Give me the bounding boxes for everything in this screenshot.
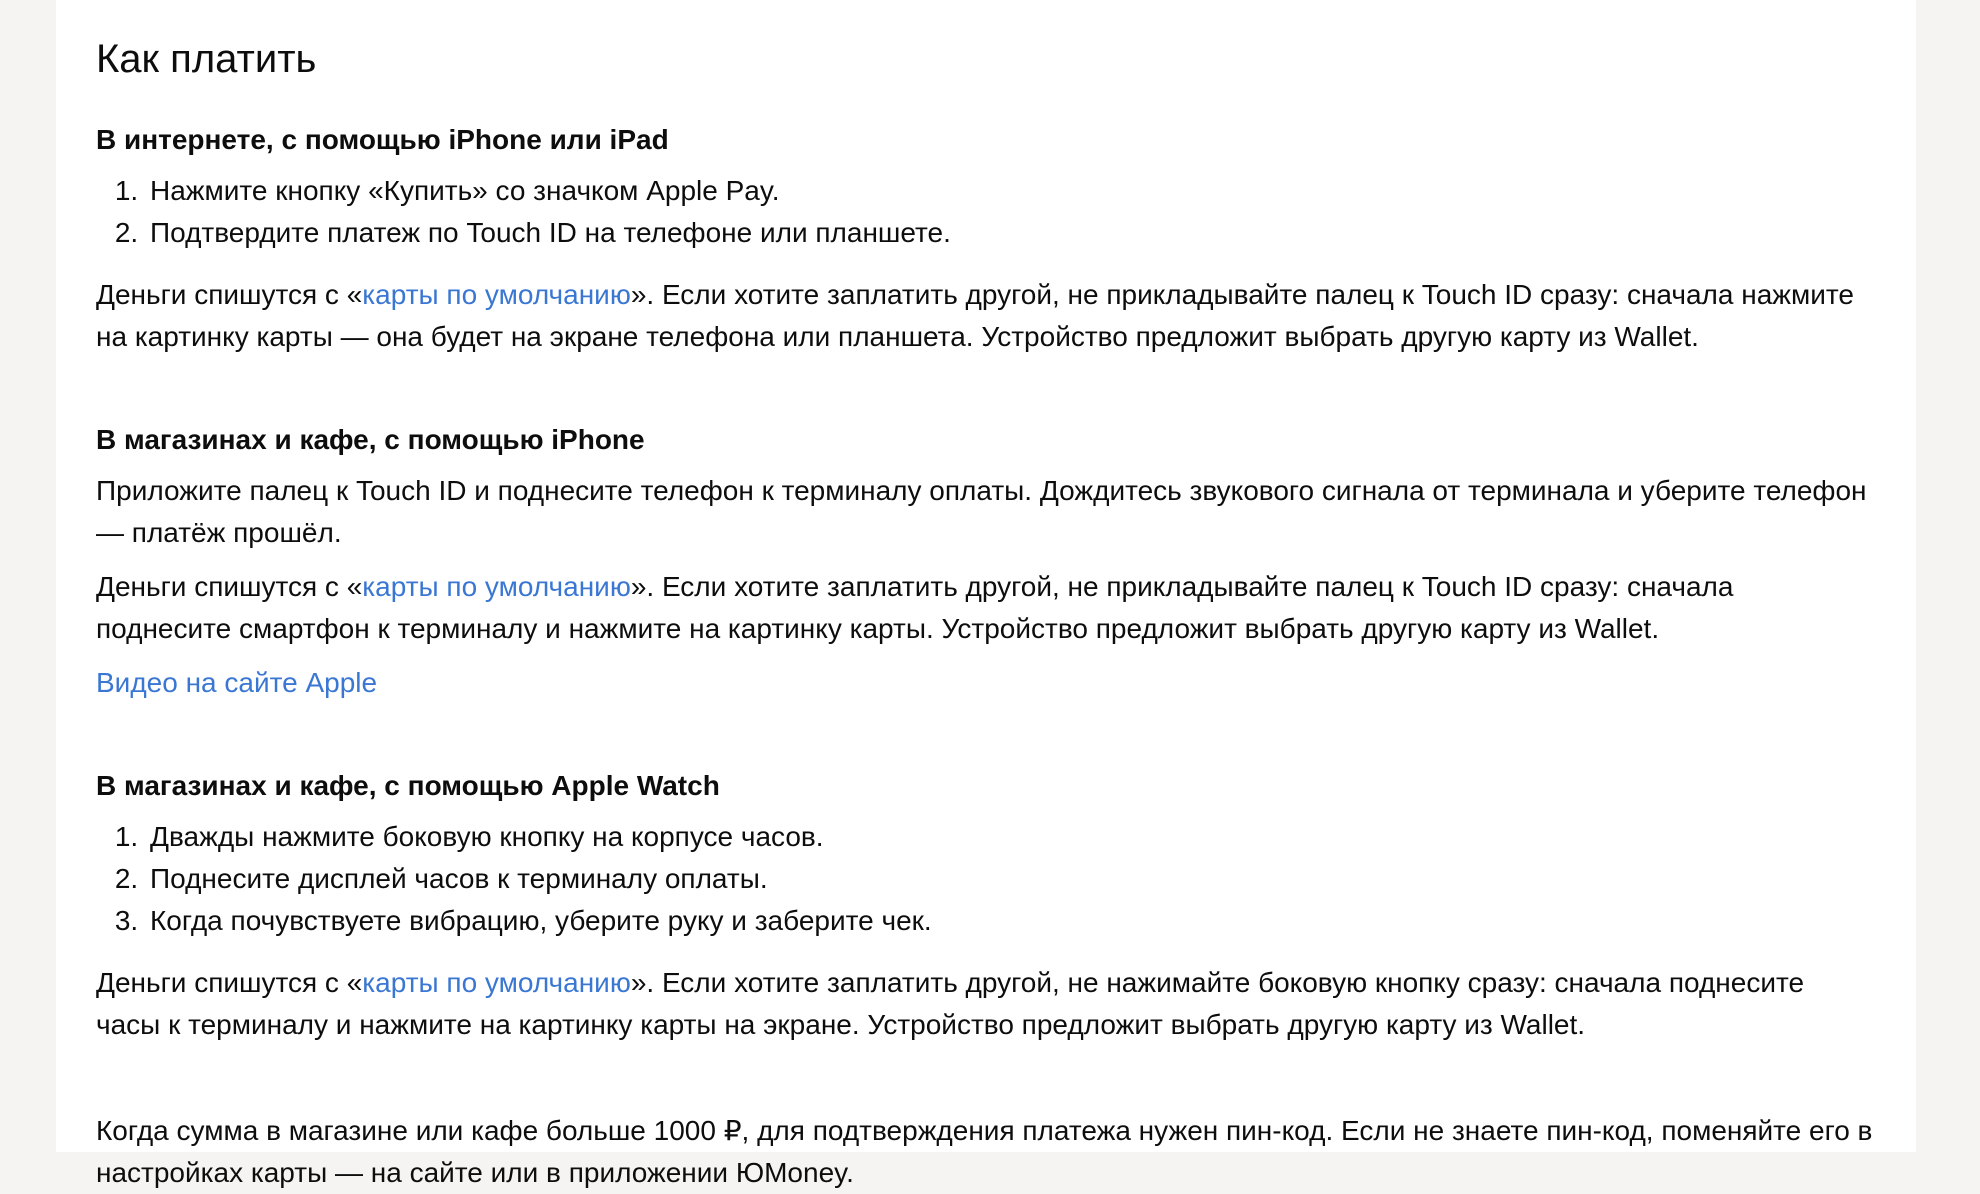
note-text-start: Деньги спишутся с « <box>96 967 363 998</box>
online-steps-list <box>96 170 1876 254</box>
note-text-end: ». Если хотите заплатить другой, не нажимайте боковую кнопку сразу: сначала поднесите часы к терминалу и нажмите на картинку карты на экране. Устройство предложит выбрать другую карту из Wallet. <box>96 967 1805 1040</box>
iphone-store-default-card-note <box>96 566 1876 650</box>
note-text-end: ». Если хотите заплатить другой, не прикладывайте палец к Touch ID сразу: сначала нажмите на картинку карты — она будет на экране телефона или планшета. Устройство предложит выбрать другую карту из Wallet. <box>96 279 1854 352</box>
default-card-link[interactable]: карты по умолчанию <box>362 279 631 310</box>
iphone-store-instruction: Приложите палец к Touch ID и поднесите телефон к терминалу оплаты. Дождитесь звукового сигнала от терминала и уберите телефон — платёж прошёл. <box>96 475 1867 548</box>
apple-video-link[interactable]: Видео на сайте Apple <box>96 667 378 698</box>
pin-code-note: Когда сумма в магазине или кафе больше 1000 ₽, для подтверждения платежа нужен пин-код. Если не знаете пин-код, поменяйте его в настройках карты — на сайте или в приложении ЮMoney. <box>96 1115 1873 1188</box>
note-text-start: Деньги спишутся с « <box>96 279 363 310</box>
watch-steps-list <box>96 816 1876 942</box>
content-panel <box>56 0 1916 1188</box>
note-text-end: ». Если хотите заплатить другой, не прикладывайте палец к Touch ID сразу: сначала поднесите смартфон к терминалу и нажмите на картинку карты. Устройство предложит выбрать другую карту из Wallet. <box>96 571 1734 644</box>
watch-store-default-card-note <box>96 962 1876 1046</box>
online-default-card-note <box>96 274 1876 358</box>
section-heading-watch-store: В магазинах и кафе, с помощью Apple Watch <box>96 770 720 801</box>
section-heading-iphone-store: В магазинах и кафе, с помощью iPhone <box>96 424 645 455</box>
list-item: 2. Поднесите дисплей часов к терминалу оплаты. <box>146 858 1876 900</box>
list-item: 2. Подтвердите платеж по Touch ID на телефоне или планшете. <box>146 212 1876 254</box>
list-item: 3. Когда почувствуете вибрацию, уберите руку и заберите чек. <box>146 900 1876 942</box>
default-card-link[interactable]: карты по умолчанию <box>362 967 631 998</box>
section-heading-online: В интернете, с помощью iPhone или iPad <box>96 124 669 155</box>
note-text-start: Деньги спишутся с « <box>96 571 363 602</box>
list-item: 1. Нажмите кнопку «Купить» со значком Apple Pay. <box>146 170 1876 212</box>
list-item: 1. Дважды нажмите боковую кнопку на корпусе часов. <box>146 816 1876 858</box>
default-card-link[interactable]: карты по умолчанию <box>362 571 631 602</box>
apple-video-paragraph <box>96 662 1876 704</box>
page-title: Как платить <box>96 37 317 81</box>
